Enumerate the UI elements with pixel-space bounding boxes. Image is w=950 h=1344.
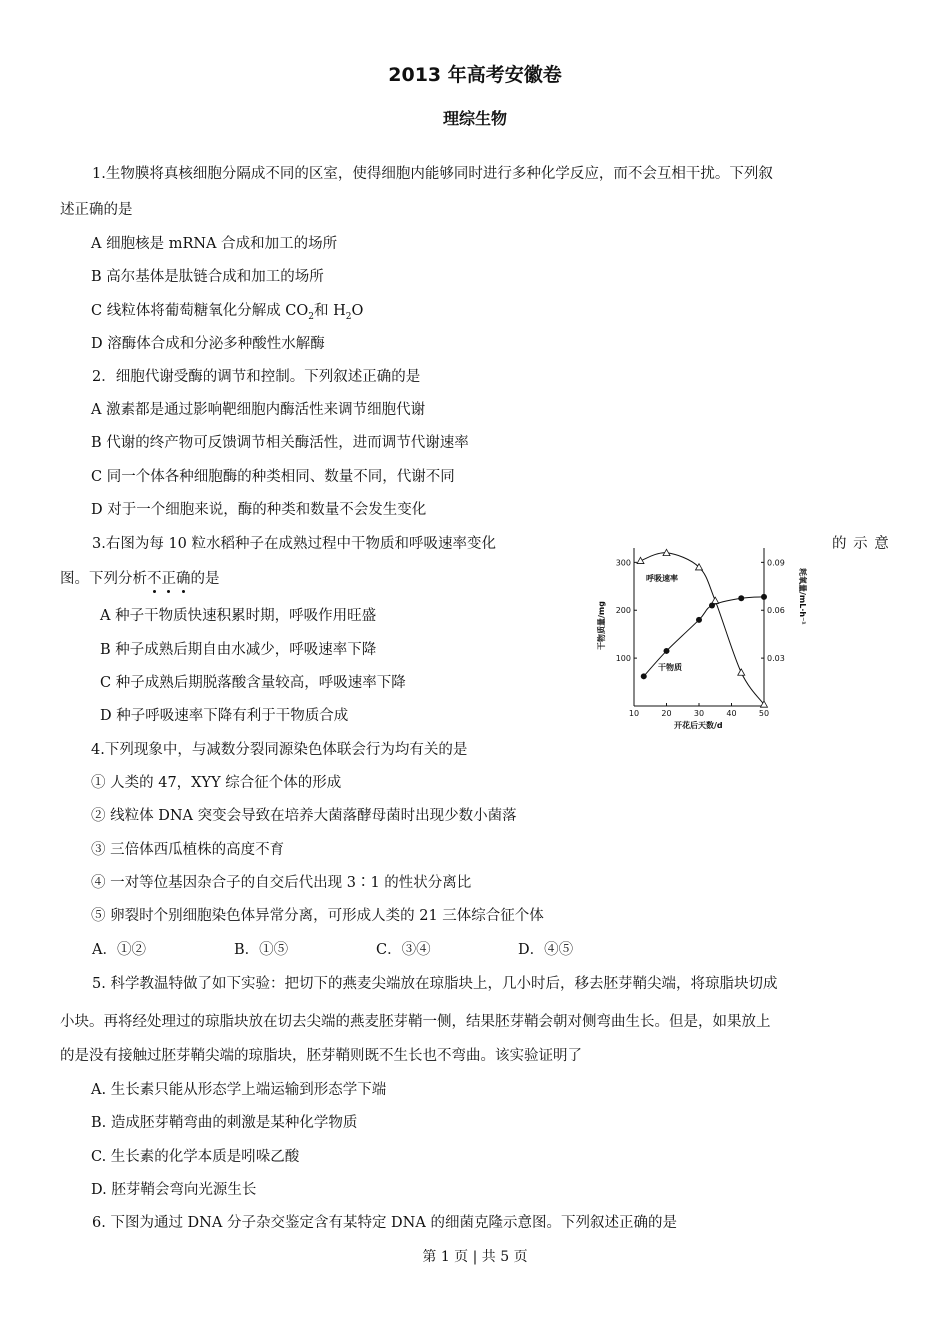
q4-item-3: ③ 三倍体西瓜植株的高度不育 — [91, 842, 285, 858]
chart-series-label-respiration: 呼吸速率 — [646, 574, 678, 583]
chart-y-tick-label: 100 — [615, 654, 631, 664]
q2-option-d: D 对于一个细胞来说，酶的种类和数量不会发生变化 — [91, 502, 427, 518]
q3-option-b: B 种子成熟后期自由水减少，呼吸速率下降 — [100, 642, 377, 658]
q4-option-a: A．①② — [92, 942, 146, 958]
q1-stem-line2: 述正确的是 — [60, 202, 133, 218]
q3-option-c: C 种子成熟后期脱落酸含量较高，呼吸速率下降 — [100, 675, 406, 691]
q4-option-d: D．④⑤ — [518, 942, 574, 958]
q4-item-2: ② 线粒体 DNA 突变会导致在培养大菌落酵母菌时出现少数小菌落 — [91, 808, 517, 824]
chart-series-label-dry-matter: 干物质 — [658, 663, 682, 672]
chart-x-tick-label: 30 — [693, 709, 705, 718]
q4-item-4: ④ 一对等位基因杂合子的自交后代出现 3∶1 的性状分离比 — [91, 875, 472, 891]
q2-stem: 2．细胞代谢受酶的调节和控制。下列叙述正确的是 — [92, 369, 421, 385]
chart-x-tick-label: 50 — [758, 709, 770, 718]
chart-point-respiration — [637, 557, 644, 563]
chart-y2-tick-label: 0.09 — [767, 558, 785, 568]
q5-option-c: C. 生长素的化学本质是吲哚乙酸 — [91, 1149, 300, 1165]
chart-x-axis-label: 开花后天数/d — [674, 721, 723, 730]
q5-option-d: D. 胚芽鞘会弯向光源生长 — [91, 1182, 257, 1198]
chart-y-axis-label: 干物质量/mg — [597, 601, 606, 650]
chart-x-tick-label: 40 — [726, 709, 737, 718]
chart-point-dry-matter — [641, 673, 647, 679]
q1-stem-line1: 1.生物膜将真核细胞分隔成不同的区室，使得细胞内能够同时进行多种化学反应，而不会互相干扰。下列叙 — [92, 166, 773, 182]
page-footer: 第 1 页 | 共 5 页 — [422, 1249, 528, 1265]
chart-y-tick-label: 200 — [615, 606, 631, 616]
chart-x-tick-label: 10 — [628, 709, 640, 718]
q2-option-a: A 激素都是通过影响靶细胞内酶活性来调节细胞代谢 — [91, 402, 426, 418]
chart-y-tick-label: 300 — [615, 558, 631, 568]
q4-option-b: B．①⑤ — [234, 942, 289, 958]
q4-options — [92, 940, 652, 960]
q1-option-d: D 溶酶体合成和分泌多种酸性水解酶 — [91, 336, 325, 352]
q1-option-a: A 细胞核是 mRNA 合成和加工的场所 — [91, 236, 338, 252]
q5-line1: 5. 科学教温特做了如下实验：把切下的燕麦尖端放在琼脂块上，几小时后，移去胚芽鞘尖端，将琼脂块切成 — [92, 976, 778, 992]
q2-option-b: B 代谢的终产物可反馈调节相关酶活性，进而调节代谢速率 — [91, 435, 469, 451]
chart-point-dry-matter — [761, 594, 767, 600]
chart-y2-tick-label: 0.03 — [767, 654, 785, 664]
q3-stem-line2: 图。下列分析不正确的是 — [60, 571, 220, 587]
q3-option-d: D 种子呼吸速率下降有利于干物质合成 — [100, 708, 349, 724]
chart-series — [637, 549, 768, 707]
q4-item-1: ① 人类的 47，XYY 综合征个体的形成 — [91, 775, 342, 791]
q1-option-b: B 高尔基体是肽链合成和加工的场所 — [91, 269, 324, 285]
chart-y2-axis-label: 耗氧量/mL·h⁻¹ — [798, 568, 807, 625]
q5-line3: 的是没有接触过胚芽鞘尖端的琼脂块，胚芽鞘则既不生长也不弯曲。该实验证明了 — [60, 1048, 582, 1064]
q4-option-c: C．③④ — [376, 942, 431, 958]
q2-option-c: C 同一个体各种细胞酶的种类相同、数量不同，代谢不同 — [91, 469, 455, 485]
chart-point-dry-matter — [664, 648, 670, 654]
chart-point-respiration — [712, 597, 719, 603]
chart-y2-tick-label: 0.06 — [767, 606, 785, 616]
page-title: 2013 年高考安徽卷 — [388, 64, 562, 86]
q5-option-b: B. 造成胚芽鞘弯曲的刺激是某种化学物质 — [91, 1115, 358, 1131]
chart-point-dry-matter — [696, 617, 702, 623]
q3-option-a: A 种子干物质快速积累时期，呼吸作用旺盛 — [100, 608, 377, 624]
chart-axes — [634, 548, 764, 706]
page-subtitle: 理综生物 — [442, 109, 507, 128]
q5-line2: 小块。再将经处理过的琼脂块放在切去尖端的燕麦胚芽鞘一侧，结果胚芽鞘会朝对侧弯曲生长。但是，如果放上 — [60, 1014, 771, 1030]
q3-stem-line1-end: 的 示 意 — [832, 536, 890, 552]
chart-point-respiration — [738, 669, 745, 675]
chart-x-tick-label: 20 — [661, 709, 672, 718]
chart-point-dry-matter — [738, 595, 744, 601]
q4-item-5: ⑤ 卵裂时个别细胞染色体异常分离，可形成人类的 21 三体综合征个体 — [91, 908, 544, 924]
q3-stem-line1: 3.右图为每 10 粒水稻种子在成熟过程中干物质和呼吸速率变化 — [92, 536, 497, 552]
q1-option-c: C 线粒体将葡萄糖氧化分解成 $CO_2$和 $H_2O$ — [91, 303, 364, 322]
chart-point-dry-matter — [709, 602, 715, 608]
q6-stem: 6. 下图为通过 DNA 分子杂交鉴定含有某特定 DNA 的细菌克隆示意图。下列叙述正确的是 — [92, 1215, 677, 1231]
seed-maturation-chart — [594, 538, 808, 738]
q4-stem: 4.下列现象中，与减数分裂同源染色体联会行为均有关的是 — [91, 742, 468, 758]
chart-ticks — [616, 558, 785, 718]
q5-option-a: A. 生长素只能从形态学上端运输到形态学下端 — [91, 1082, 387, 1098]
